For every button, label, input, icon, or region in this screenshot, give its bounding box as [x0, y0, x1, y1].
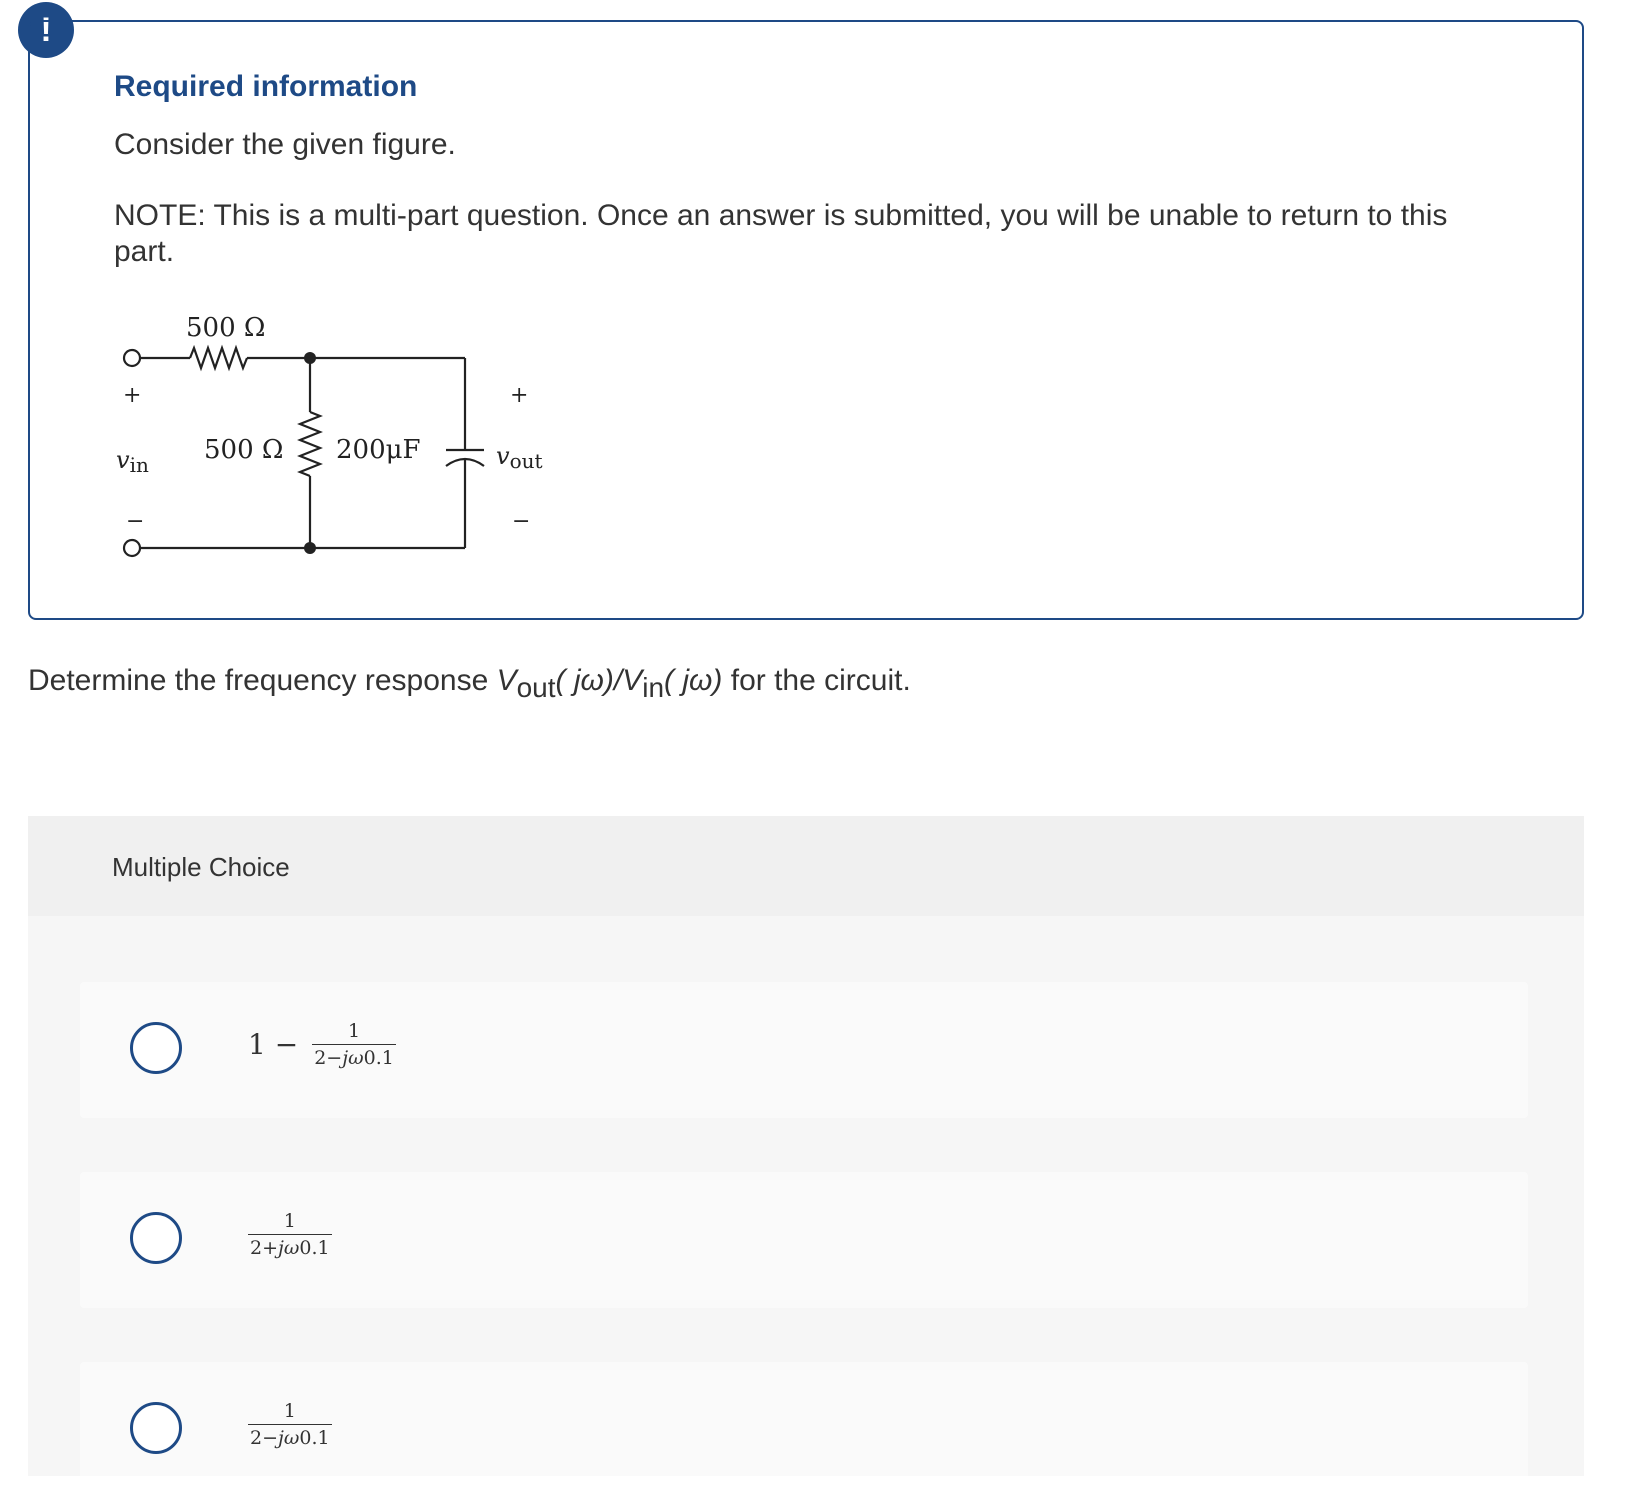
vin-minus: −: [126, 509, 145, 534]
required-info-title: Required information: [114, 70, 418, 103]
shunt-resistor-label: 500 Ω: [204, 435, 284, 465]
input-terminal-bottom: [124, 540, 140, 556]
answer-option-2[interactable]: [80, 1172, 1528, 1308]
series-resistor-label: 500 Ω: [186, 313, 266, 343]
multiple-choice-body: [28, 916, 1584, 1476]
vout-minus: −: [512, 509, 531, 534]
option-formula: 1 − $\frac{1}{2-j\omega 0.1}$: [248, 1020, 394, 1069]
multiple-choice-label: Multiple Choice: [112, 852, 290, 882]
answer-option-3[interactable]: [80, 1362, 1528, 1476]
question-text: Determine the frequency response $V_{out}$( $j\omega)/V_{in}$( jω) for the circuit.: [28, 664, 911, 703]
input-terminal-top: [124, 350, 140, 366]
answer-option-1[interactable]: [80, 982, 1528, 1118]
capacitor-label: 200μF: [336, 435, 421, 465]
option-formula: $\frac{1}{2+j\omega 0.1}$: [250, 1210, 330, 1259]
consider-text: Consider the given figure.: [114, 128, 456, 161]
exclamation-icon: !: [40, 11, 52, 49]
vin-plus: +: [123, 383, 142, 408]
vout-label: vout: [496, 442, 543, 473]
vin-label: vin: [116, 446, 149, 477]
option-formula: $\frac{1}{2-j\omega 0.1}$: [250, 1400, 330, 1449]
radio-button[interactable]: [130, 1402, 182, 1454]
radio-button[interactable]: [130, 1212, 182, 1264]
multiple-choice-header: [28, 816, 1584, 916]
vout-plus: +: [510, 383, 529, 408]
shunt-resistor: [300, 412, 320, 476]
series-resistor: [190, 348, 247, 368]
circuit-figure: [110, 300, 570, 560]
radio-button[interactable]: [130, 1022, 182, 1074]
note-text: NOTE: This is a multi-part question. Once an answer is submitted, you will be unable to return to this part.: [114, 199, 1448, 268]
